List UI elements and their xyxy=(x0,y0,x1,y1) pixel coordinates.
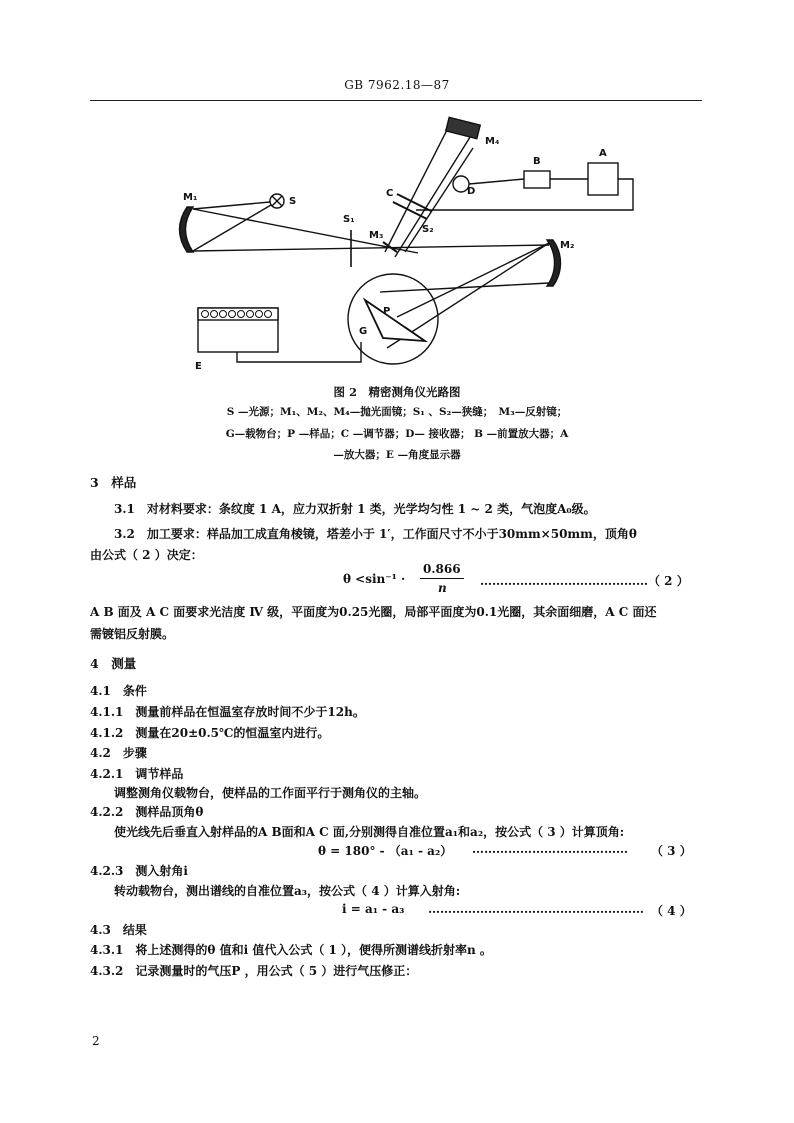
label-c: C xyxy=(386,188,394,199)
clause-4-3-2: 4.3.2 记录测量时的气压P ，用公式（ 5 ）进行气压修正： xyxy=(90,964,418,978)
clause-4-2-2: 4.2.2 测样品顶角θ xyxy=(90,805,204,819)
clause-3-1: 3.1 对材料要求：条纹度 1 A，应力双折射 1 类，光学均匀性 1 ~ 2 类，气泡度A₀级。 xyxy=(114,502,596,516)
formula-3-number: （ 3 ） xyxy=(651,844,692,858)
light-source-s xyxy=(270,194,284,208)
formula-3-expr: θ = 180° - （a₁ - a₂） xyxy=(318,844,453,858)
header-rule xyxy=(90,100,702,101)
clause-4-2-3: 4.2.3 测入射角i xyxy=(90,864,188,878)
label-e: E xyxy=(195,361,202,372)
formula-4-number: （ 4 ） xyxy=(651,904,692,918)
standard-number: GB 7962.18—87 xyxy=(344,78,450,92)
label-p: P xyxy=(383,306,391,317)
clause-3-2-coating: 需镀铝反射膜。 xyxy=(90,627,175,641)
formula-2-fraction-bar xyxy=(420,578,464,579)
label-s: S xyxy=(289,196,297,207)
clause-4-2-1-text: 调整测角仪载物台，使样品的工作面平行于测角仪的主轴。 xyxy=(114,786,427,800)
mirror-m4 xyxy=(446,117,480,138)
label-m1: M₁ xyxy=(183,192,198,203)
clause-4-2-2-text: 使光线先后垂直入射样品的A B面和A C 面,分别测得自准位置a₁和a₂，按公式（ 3 ）计算顶角: xyxy=(114,825,625,839)
clause-4-2-3-text: 转动载物台，测出谱线的自准位置a₃，按公式（ 4 ）计算入射角: xyxy=(114,884,461,898)
optical-path-diagram xyxy=(175,112,645,374)
clause-4-1-1: 4.1.1 测量前样品在恒温室存放时间不少于12h。 xyxy=(90,705,365,719)
clause-4-3-1: 4.3.1 将上述测得的θ 值和i 值代入公式（ 1 ），便得所测谱线折射率n 。 xyxy=(90,943,492,957)
label-a: A xyxy=(599,148,607,159)
figure-legend-line1: S —光源；M₁、M₂、M₄—抛光面镜；S₁ 、S₂—狭缝； M₃—反射镜； xyxy=(226,406,568,418)
page-number: 2 xyxy=(92,1034,100,1048)
clause-3-2-surface: A B 面及 A C 面要求光洁度 Ⅳ 级，平面度为0.25光圈，局部平面度为0.1光圈，其余面细磨，A C 面还 xyxy=(90,605,657,619)
mirror-m2 xyxy=(547,240,561,286)
section-4-title: 4 测量 xyxy=(90,656,137,671)
clause-4-3: 4.3 结果 xyxy=(90,923,147,937)
clause-3-2: 3.2 加工要求：样品加工成直角棱镜，塔差小于 1′，工作面尺寸不小于30mm×50mm，顶角θ xyxy=(114,527,637,541)
mirror-m1 xyxy=(180,207,194,252)
section-3-title: 3 样品 xyxy=(90,475,137,490)
figure-legend-line2: G—载物台；P —样品；C —调节器；D— 接收器； B —前置放大器；A xyxy=(225,428,569,440)
clause-4-2: 4.2 步骤 xyxy=(90,746,147,760)
clause-4-2-1: 4.2.1 调节样品 xyxy=(90,767,184,781)
formula-2-number: ……………………………………（ 2 ） xyxy=(480,574,689,588)
figure-caption: 图 2 精密测角仪光路图 xyxy=(333,385,461,399)
label-s1: S₁ xyxy=(343,214,355,225)
label-b: B xyxy=(533,156,541,167)
label-m4: M₄ xyxy=(485,136,500,147)
preamp-b xyxy=(524,171,550,188)
figure-legend-line3: —放大器；E —角度显示器 xyxy=(333,449,461,461)
amplifier-a xyxy=(588,163,618,195)
clause-4-1-2: 4.1.2 测量在20±0.5℃的恒温室内进行。 xyxy=(90,726,330,740)
label-m3: M₃ xyxy=(369,230,384,241)
clause-3-2-cont: 由公式（ 2 ）决定： xyxy=(90,548,203,562)
label-s2: S₂ xyxy=(422,224,434,235)
formula-4-dots: ……………………………………………… xyxy=(428,902,644,916)
formula-2-denominator: n xyxy=(438,581,447,595)
formula-3-dots: ………………………………… xyxy=(472,842,628,856)
label-g: G xyxy=(359,326,368,337)
formula-2-numerator: 0.866 xyxy=(423,562,461,576)
formula-2-lhs: θ <sin⁻¹ · xyxy=(343,572,406,586)
clause-4-1: 4.1 条件 xyxy=(90,684,147,698)
label-m2: M₂ xyxy=(560,240,575,251)
label-d: D xyxy=(467,186,476,197)
formula-4-expr: i = a₁ - a₃ xyxy=(342,902,405,916)
